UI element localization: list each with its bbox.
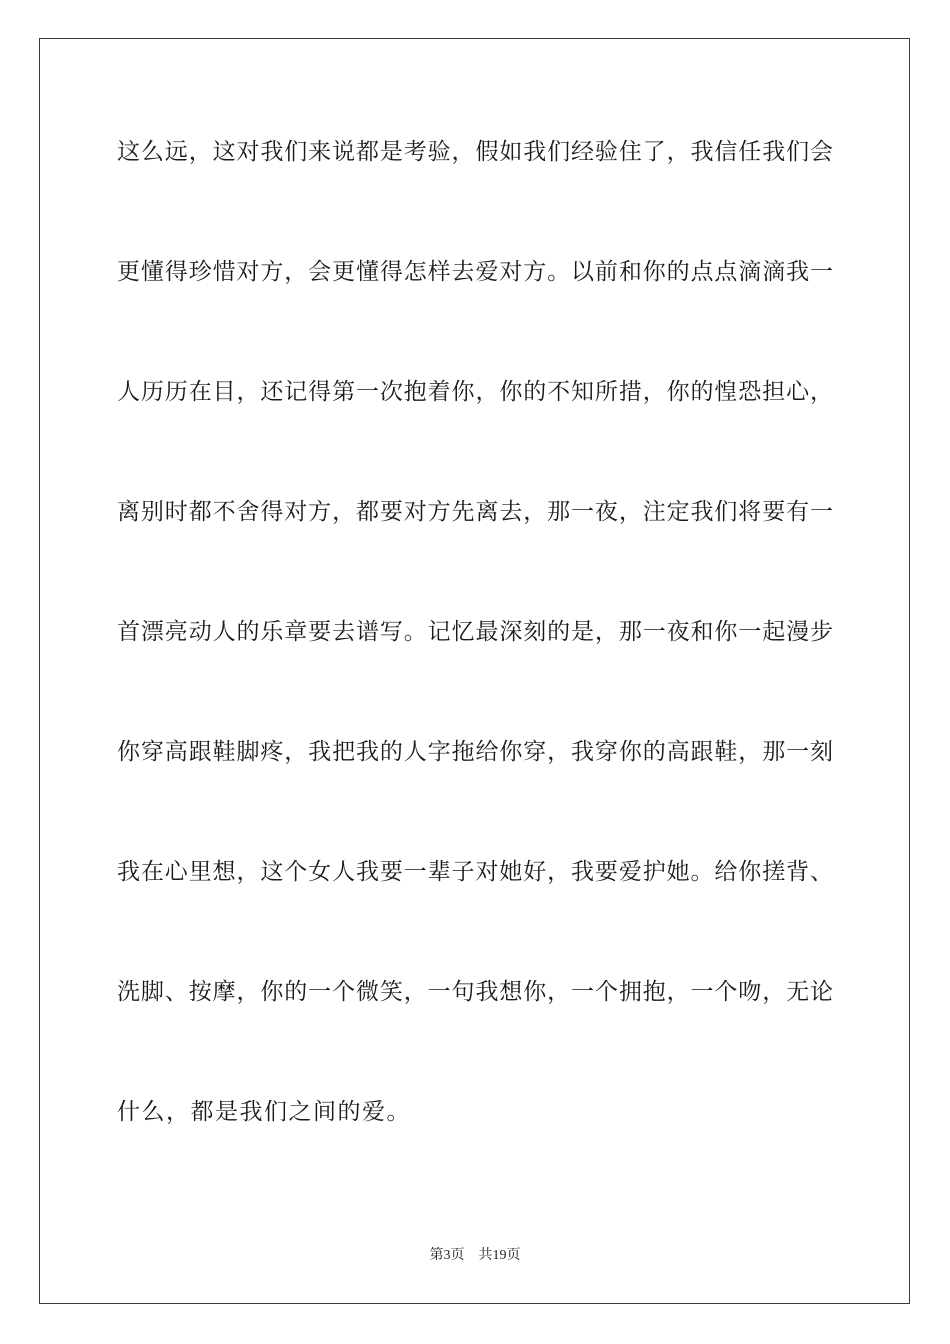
body-line-6: 你穿高跟鞋脚疼，我把我的人字拖给你穿，我穿你的高跟鞋，那一刻 <box>117 739 833 765</box>
body-line-2: 更懂得珍惜对方，会更懂得怎样去爱对方。以前和你的点点滴滴我一 <box>117 259 833 285</box>
body-line-7: 我在心里想，这个女人我要一辈子对她好，我要爱护她。给你搓背、 <box>117 859 833 885</box>
body-line-8: 洗脚、按摩，你的一个微笑，一句我想你，一个拥抱，一个吻，无论 <box>117 979 833 1005</box>
body-line-3: 人历历在目，还记得第一次抱着你，你的不知所措，你的惶恐担心， <box>117 379 833 405</box>
page-total: 共19页 <box>478 1248 521 1263</box>
page-footer <box>0 1247 950 1265</box>
body-line-4: 离别时都不舍得对方，都要对方先离去，那一夜，注定我们将要有一 <box>117 499 833 525</box>
body-line-9: 什么，都是我们之间的爱。 <box>117 1099 411 1125</box>
body-line-5: 首漂亮动人的乐章要去谱写。记忆最深刻的是，那一夜和你一起漫步 <box>117 619 833 645</box>
body-line-1: 这么远，这对我们来说都是考验，假如我们经验住了，我信任我们会 <box>117 139 833 165</box>
page-number: 第3页 <box>429 1248 465 1263</box>
